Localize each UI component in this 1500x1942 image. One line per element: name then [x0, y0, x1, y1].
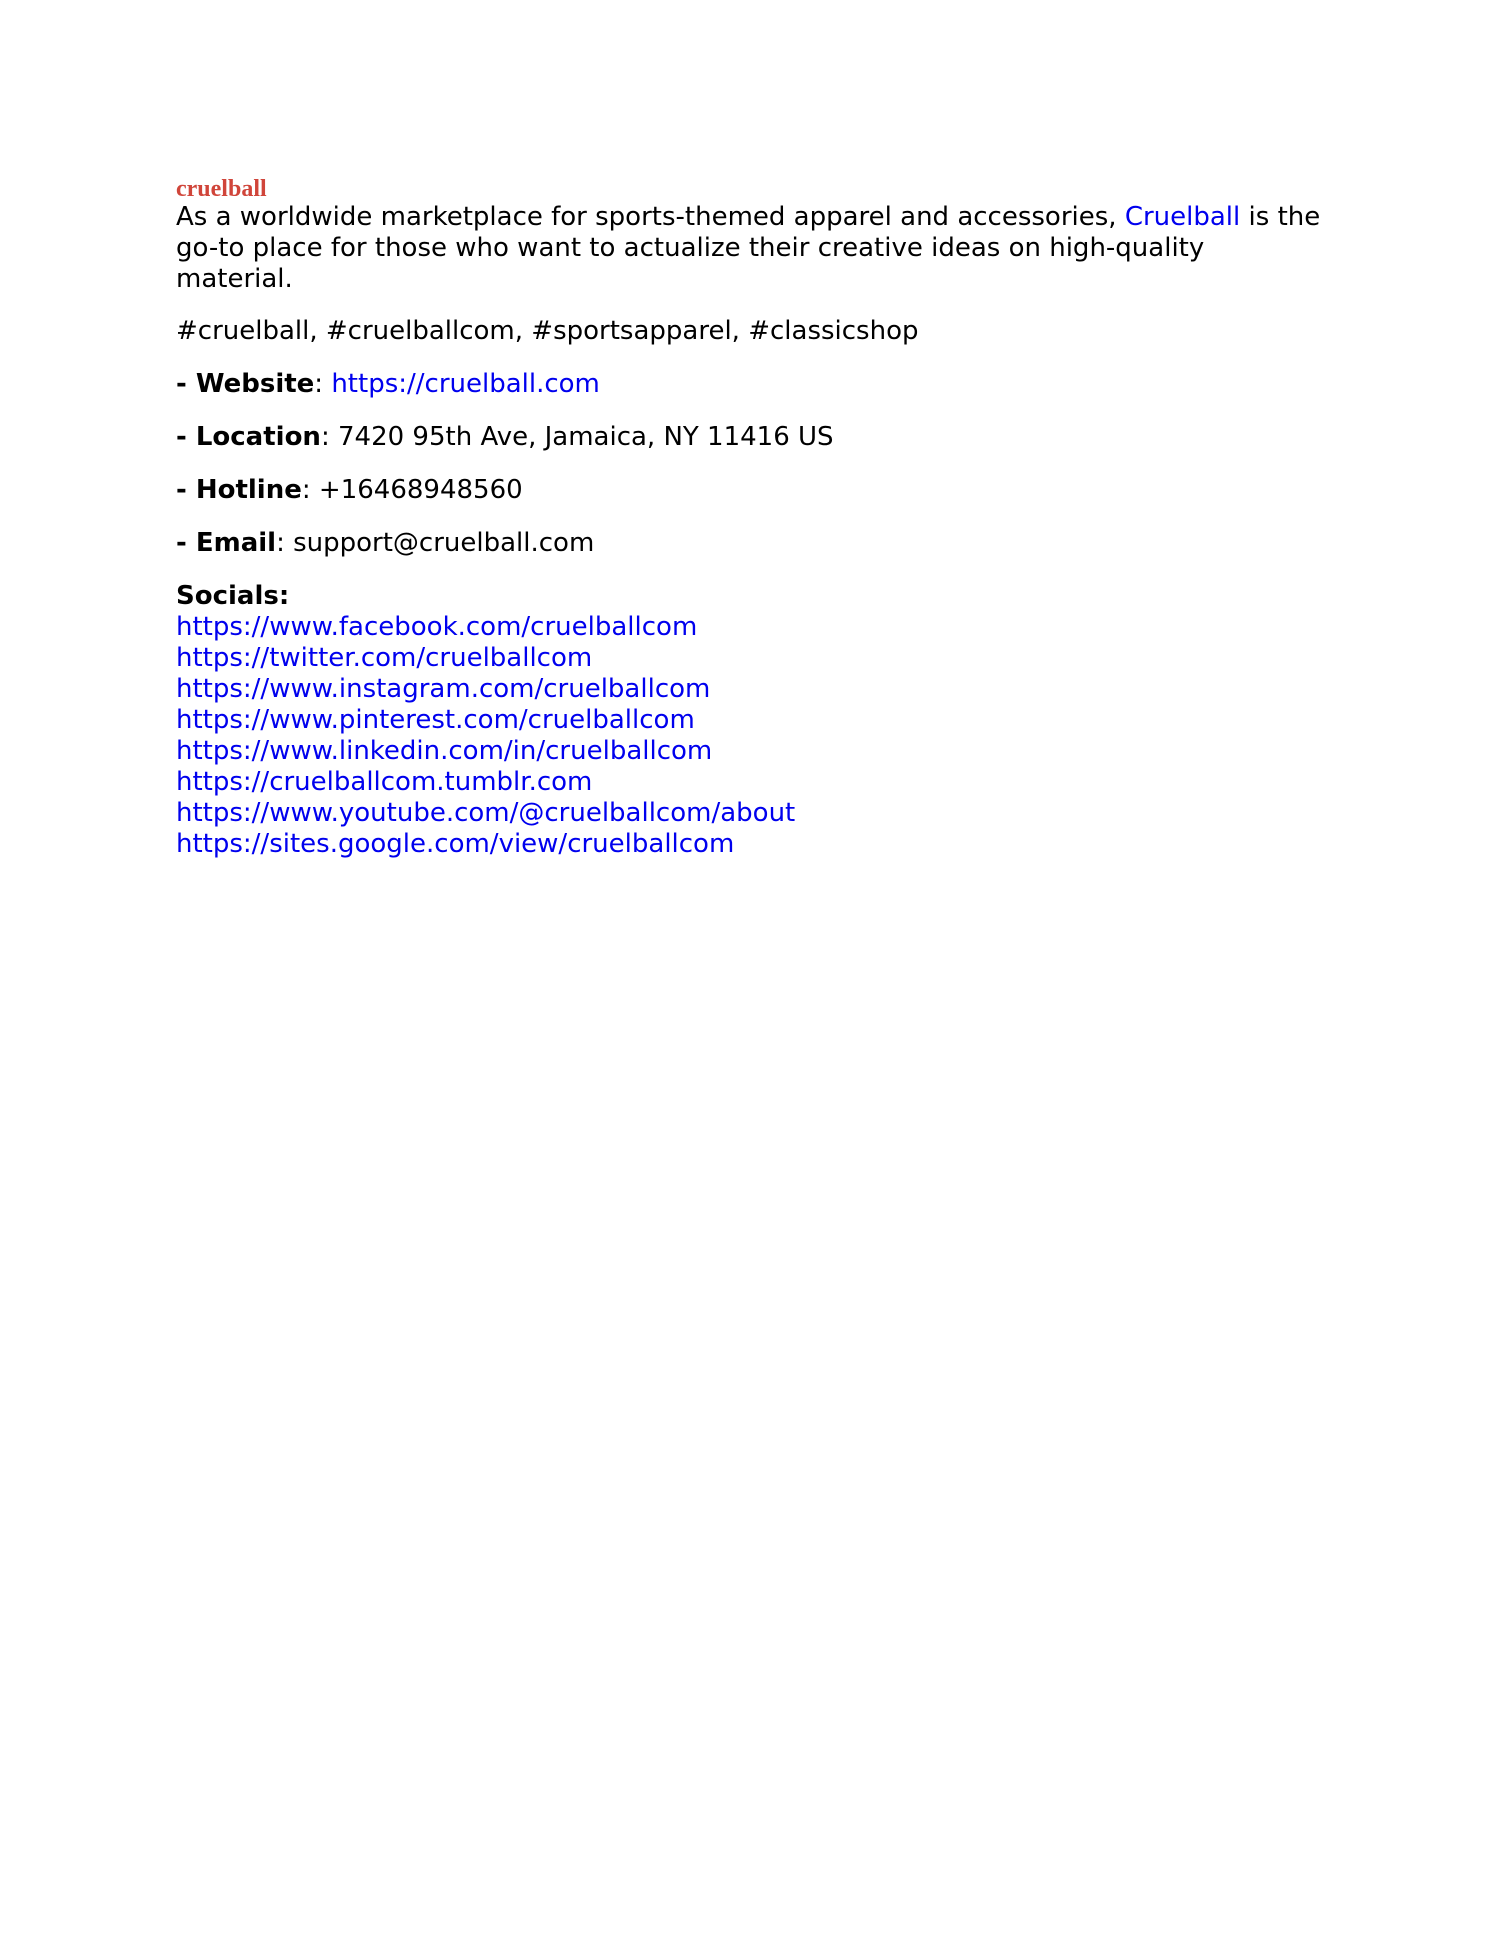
google-sites-link[interactable]: https://sites.google.com/view/cruelballcom: [176, 829, 735, 859]
linkedin-link[interactable]: https://www.linkedin.com/in/cruelballcom: [176, 736, 713, 766]
hotline-sep: :: [301, 475, 319, 505]
intro-paragraph: [176, 202, 1326, 295]
location-label: - Location: [176, 422, 321, 452]
tumblr-link[interactable]: https://cruelballcom.tumblr.com: [176, 767, 593, 797]
socials-sep: :: [278, 581, 290, 611]
hotline-label: - Hotline: [176, 475, 302, 505]
intro-text-before: As a worldwide marketplace for sports-themed apparel and accessories,: [176, 202, 1125, 232]
location-value: 7420 95th Ave, Jamaica, NY 11416 US: [337, 422, 834, 452]
website-label: - Website: [176, 369, 315, 399]
socials-label: Socials: [176, 581, 279, 611]
page-title: cruelball: [176, 176, 267, 202]
socials-section: [176, 581, 1326, 860]
socials-heading: [176, 581, 1326, 612]
location-sep: :: [320, 422, 338, 452]
twitter-link[interactable]: https://twitter.com/cruelballcom: [176, 643, 593, 673]
facebook-link[interactable]: https://www.facebook.com/cruelballcom: [176, 612, 698, 642]
instagram-link[interactable]: https://www.instagram.com/cruelballcom: [176, 674, 711, 704]
social-link-item: [176, 643, 1326, 674]
email-label: - Email: [176, 528, 277, 558]
document-page: [176, 176, 1326, 860]
email-sep: :: [276, 528, 294, 558]
social-link-item: [176, 612, 1326, 643]
socials-list: [176, 612, 1326, 860]
social-link-item: [176, 736, 1326, 767]
social-link-item: [176, 705, 1326, 736]
social-link-item: [176, 767, 1326, 798]
cruelball-link[interactable]: Cruelball: [1124, 202, 1241, 232]
pinterest-link[interactable]: https://www.pinterest.com/cruelballcom: [176, 705, 695, 735]
intro-text-after: is the go-to place for those who want to actualize their creative ideas on high-quality material.: [176, 202, 1321, 294]
hotline-row: [176, 475, 1326, 506]
website-link[interactable]: https://cruelball.com: [331, 369, 600, 399]
website-row: [176, 369, 1326, 400]
website-sep: :: [314, 369, 332, 399]
hotline-value: +16468948560: [318, 475, 523, 505]
social-link-item: [176, 829, 1326, 860]
hashtags: #cruelball, #cruelballcom, #sportsapparel, #classicshop: [176, 316, 919, 346]
social-link-item: [176, 798, 1326, 829]
email-row: [176, 528, 1326, 559]
youtube-link[interactable]: https://www.youtube.com/@cruelballcom/about: [176, 798, 796, 828]
social-link-item: [176, 674, 1326, 705]
email-value: support@cruelball.com: [293, 528, 595, 558]
location-row: [176, 422, 1326, 453]
